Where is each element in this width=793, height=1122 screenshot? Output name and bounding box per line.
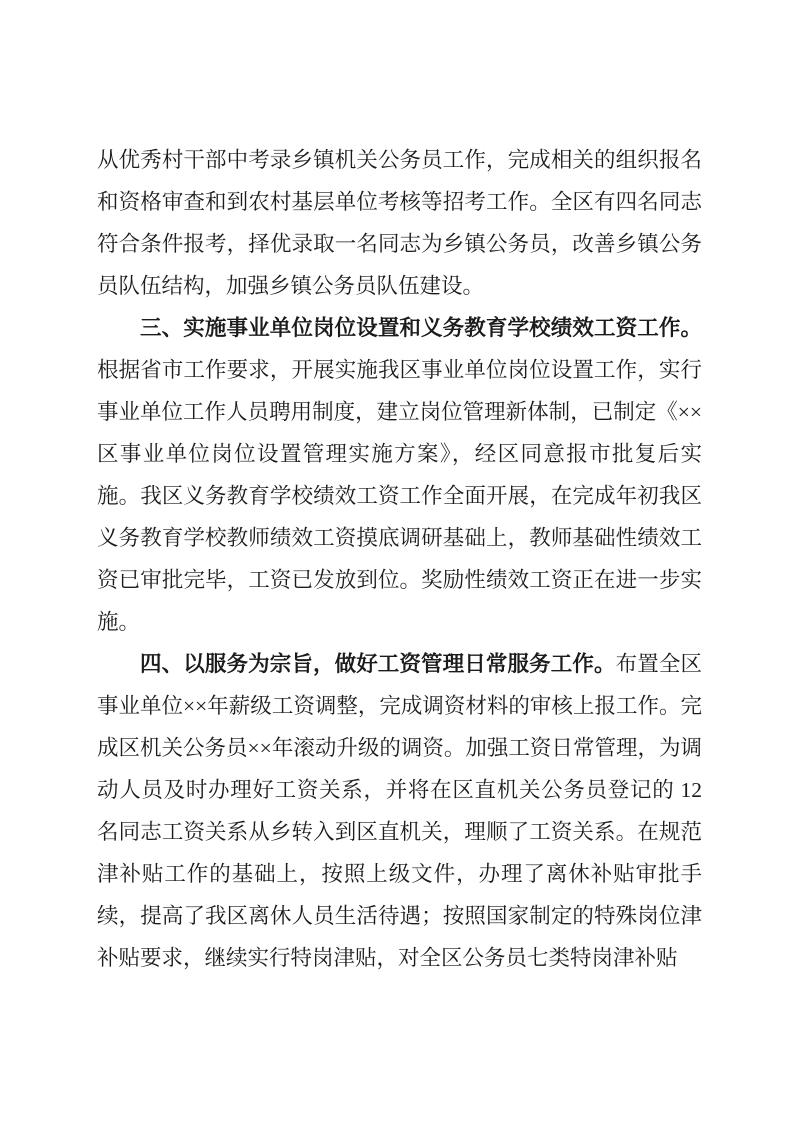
paragraph-continuation <box>97 139 702 307</box>
section-three-heading: 三、实施事业单位岗位设置和义务教育学校绩效工资工作。 <box>140 316 702 340</box>
section-four-body: 布置全区事业单位××年薪级工资调整，完成调资材料的审核上报工作。完成区机关公务员××年滚动升级的调资。加强工资日常管理，为调动人员及时办理好工资关系，并将在区直机关公务员登记的 12 名同志工资关系从乡转入到区直机关，理顺了工资关系。在规范津补贴工作的基础上，按照上级文件，办理了离休补贴审批手续，提高了我区离休人员生活待遇；按照国家制定的特殊岗位津补贴要求，继续实行特岗津贴，对全区公务员七类特岗津补贴 <box>97 652 702 970</box>
section-three-body: 根据省市工作要求，开展实施我区事业单位岗位设置工作，实行事业单位工作人员聘用制度，建立岗位管理新体制，已制定《××区事业单位岗位设置管理实施方案》，经区同意报市批复后实施。我区义务教育学校绩效工资工作全面开展，在完成年初我区义务教育学校教师绩效工资摸底调研基础上，教师基础性绩效工资已审批完毕，工资已发放到位。奖励性绩效工资正在进一步实施。 <box>97 358 702 634</box>
paragraph-continuation-text: 从优秀村干部中考录乡镇机关公务员工作，完成相关的组织报名和资格审查和到农村基层单位考核等招考工作。全区有四名同志符合条件报考，择优录取一名同志为乡镇公务员，改善乡镇公务员队伍结构，加强乡镇公务员队伍建设。 <box>97 148 702 298</box>
paragraph-section-three <box>97 307 702 643</box>
section-four-heading: 四、以服务为宗旨，做好工资管理日常服务工作。 <box>140 652 616 676</box>
paragraph-section-four <box>97 643 702 979</box>
